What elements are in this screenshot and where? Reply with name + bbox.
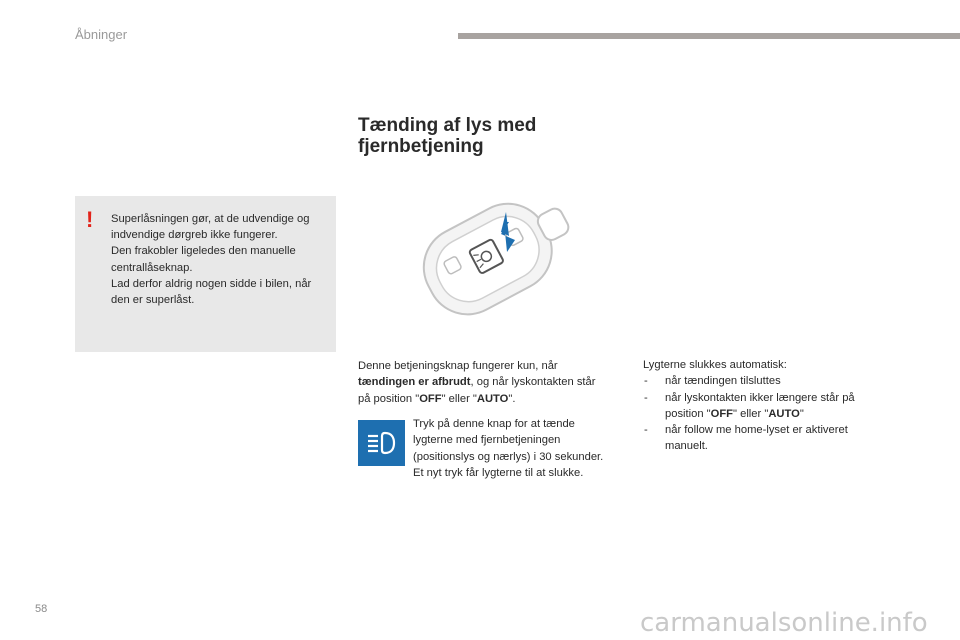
page-number: 58 xyxy=(35,603,48,615)
heading-line-2: fjernbetjening xyxy=(358,136,484,157)
header-bar xyxy=(458,33,960,39)
headlamp-icon xyxy=(358,420,405,466)
list-item xyxy=(643,422,893,455)
remote-key-illustration xyxy=(405,182,585,337)
tip-text xyxy=(413,416,613,481)
intro-text xyxy=(358,358,608,407)
section-title: Åbninger xyxy=(75,27,128,42)
tip-line-2: Et nyt tryk får lygterne til at slukke. xyxy=(413,466,584,479)
list-dash: - xyxy=(644,424,648,437)
headlamp-button-icon xyxy=(358,420,405,466)
auto-off-list xyxy=(643,357,893,455)
auto-off-item-2-part-3: " xyxy=(799,407,804,420)
tip-line-1: Tryk på denne knap for at tænde lygterne med fjernbetjeningen (positionslys og nærlys) i 30 sekunder. xyxy=(413,418,604,463)
auto-off-item-3: når follow me home-lyset er aktiveret manuelt. xyxy=(665,424,848,453)
intro-part-1: Denne betjeningsknap fungerer kun, når xyxy=(358,360,558,372)
list-item xyxy=(643,390,893,423)
auto-off-item-2-part-1: når lyskontakten ikker længere står på position " xyxy=(665,391,855,420)
intro-bold-3: AUTO xyxy=(476,392,509,405)
list-dash: - xyxy=(644,375,648,388)
list-dash: - xyxy=(644,391,648,404)
list-item xyxy=(643,373,893,389)
intro-bold-1: tændingen er afbrudt xyxy=(358,376,471,389)
watermark: carmanualsonline.info xyxy=(640,608,928,638)
intro-part-3: " eller " xyxy=(441,392,477,405)
exclamation-icon: ! xyxy=(86,207,94,232)
auto-off-intro: Lygterne slukkes automatisk: xyxy=(643,359,787,371)
warning-text xyxy=(111,211,333,308)
warning-line-1: Superlåsningen gør, at de udvendige og indvendige dørgreb ikke fungerer. xyxy=(111,213,310,242)
intro-part-4: ". xyxy=(508,392,516,405)
auto-off-item-2-bold-2: AUTO xyxy=(768,407,800,420)
intro-bold-2: OFF xyxy=(419,392,442,405)
heading-line-1: Tænding af lys med xyxy=(358,115,537,136)
page-heading xyxy=(358,115,678,157)
warning-line-3: Lad derfor aldrig nogen sidde i bilen, når den er superlåst. xyxy=(111,277,312,307)
auto-off-item-1: når tændingen tilsluttes xyxy=(665,375,781,388)
auto-off-item-2-part-2: " eller " xyxy=(733,407,769,420)
auto-off-item-2-bold-1: OFF xyxy=(710,407,734,420)
intro-part-2: , og når lyskontakten står på position " xyxy=(358,376,596,405)
warning-line-2: Den frakobler ligeledes den manuelle centrallåseknap. xyxy=(111,245,296,274)
